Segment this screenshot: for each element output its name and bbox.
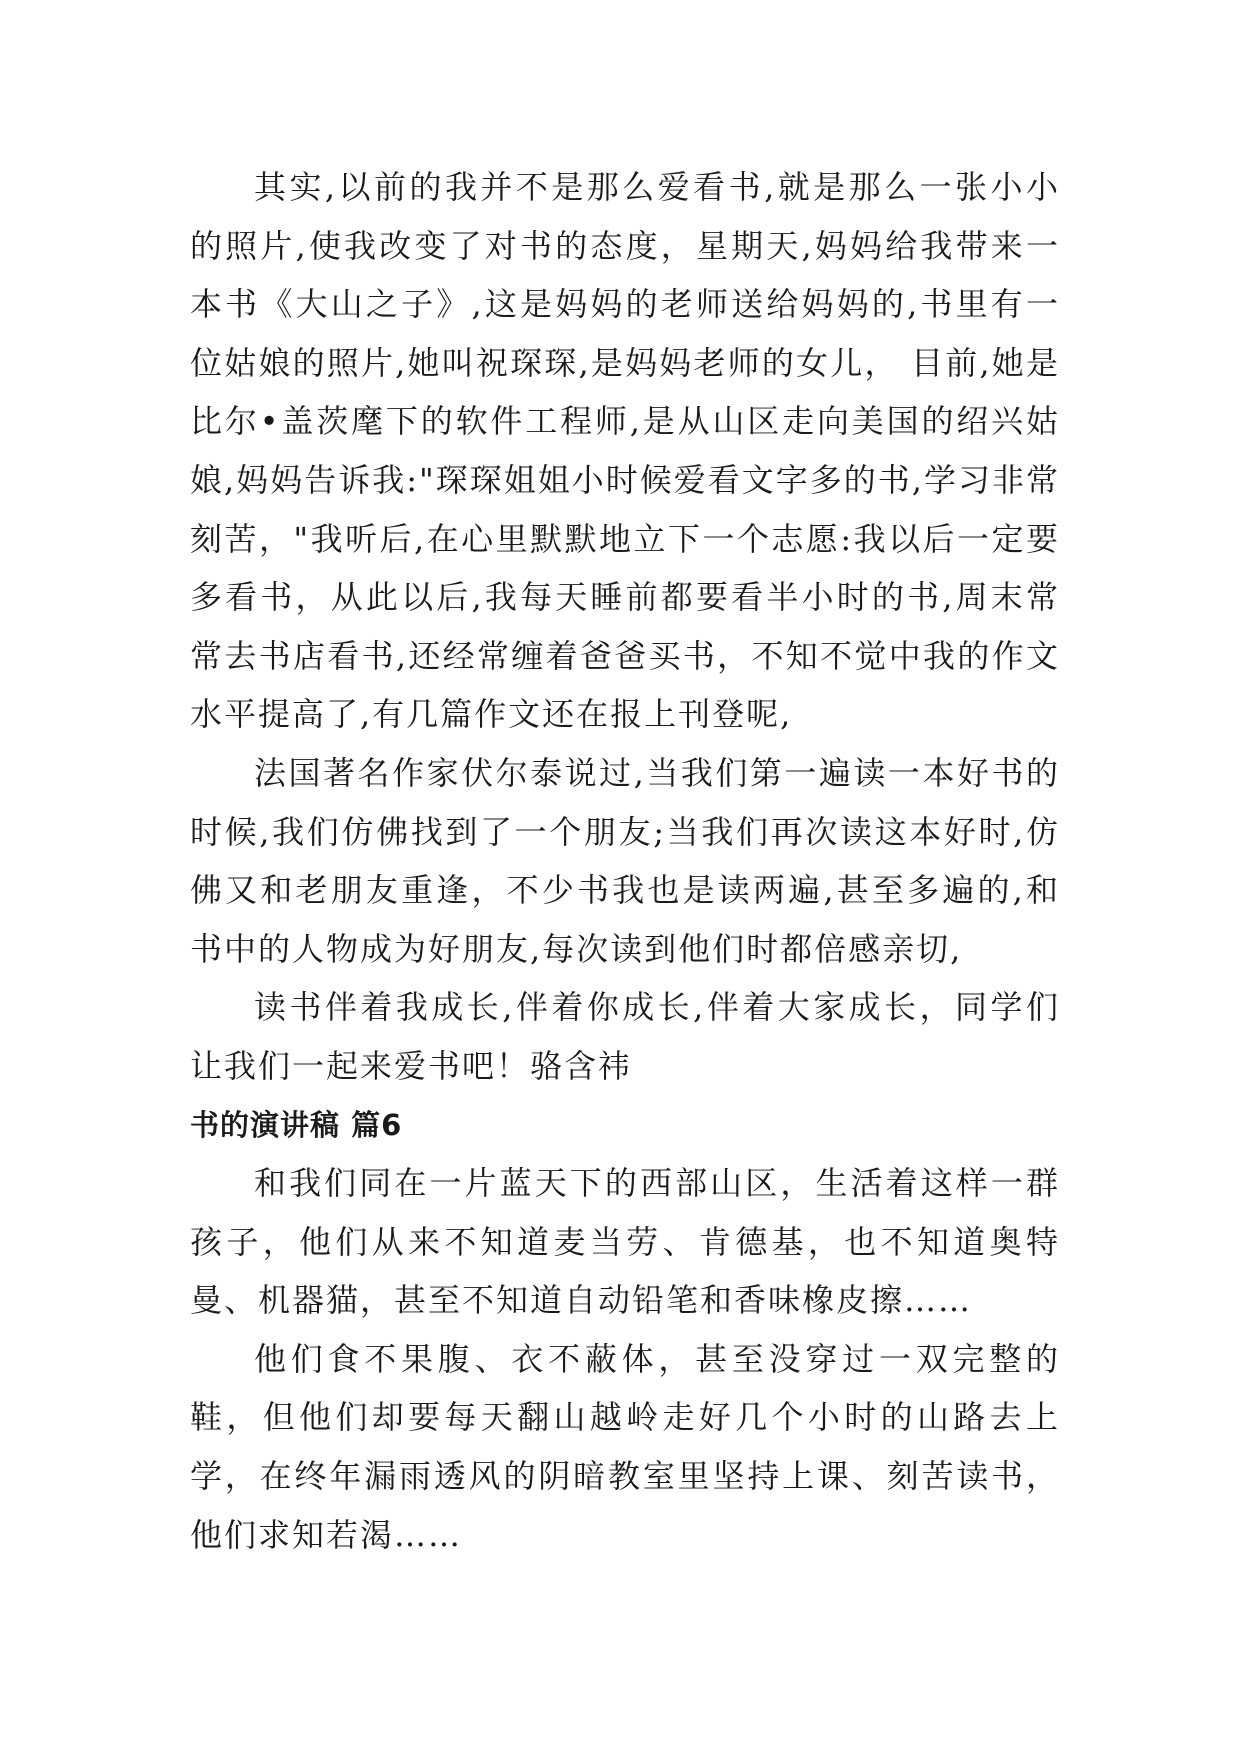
paragraph-voltaire-quote: 法国著名作家伏尔泰说过,当我们第一遍读一本好书的时候,我们仿佛找到了一个朋友;当我们再次读这本好时,仿佛又和老朋友重逢，不少书我也是读两遍,甚至多遍的,和书中的人物成为好朋友,每次读到他们时都倍感亲切,: [190, 753, 1060, 968]
paragraph-western-children: 和我们同在一片蓝天下的西部山区，生活着这样一群孩子，他们从来不知道麦当劳、肯德基，也不知道奥特曼、机器猫，甚至不知道自动铅笔和香味橡皮擦……: [190, 1164, 1060, 1320]
section-heading: 书的演讲稿 篇6: [190, 1107, 403, 1142]
paragraph-hardship: 他们食不果腹、衣不蔽体，甚至没穿过一双完整的鞋，但他们却要每天翻山越岭走好几个小时的山路去上学，在终年漏雨透风的阴暗教室里坚持上课、刻苦读书，他们求知若渴……: [190, 1339, 1060, 1554]
document-page: [190, 158, 1060, 1564]
paragraph-closing: 读书伴着我成长,伴着你成长,伴着大家成长，同学们让我们一起来爱书吧！骆含祎: [190, 988, 1060, 1085]
paragraph-photo-story: 其实,以前的我并不是那么爱看书,就是那么一张小小的照片,使我改变了对书的态度，星期天,妈妈给我带来一本书《大山之子》,这是妈妈的老师送给妈妈的,书里有一位姑娘的照片,她叫祝琛琛,是妈妈老师的女儿， 目前,她是比尔•盖茨麾下的软件工程师,是从山区走向美国的绍兴姑娘,妈妈告诉我:"琛琛姐姐小时候爱看文字多的书,学习非常刻苦，"我听后,在心里默默地立下一个志愿:我以后一定要多看书，从此以后,我每天睡前都要看半小时的书,周末常常去书店看书,还经常缠着爸爸买书，不知不觉中我的作文水平提高了,有几篇作文还在报上刊登呢,: [190, 168, 1060, 734]
